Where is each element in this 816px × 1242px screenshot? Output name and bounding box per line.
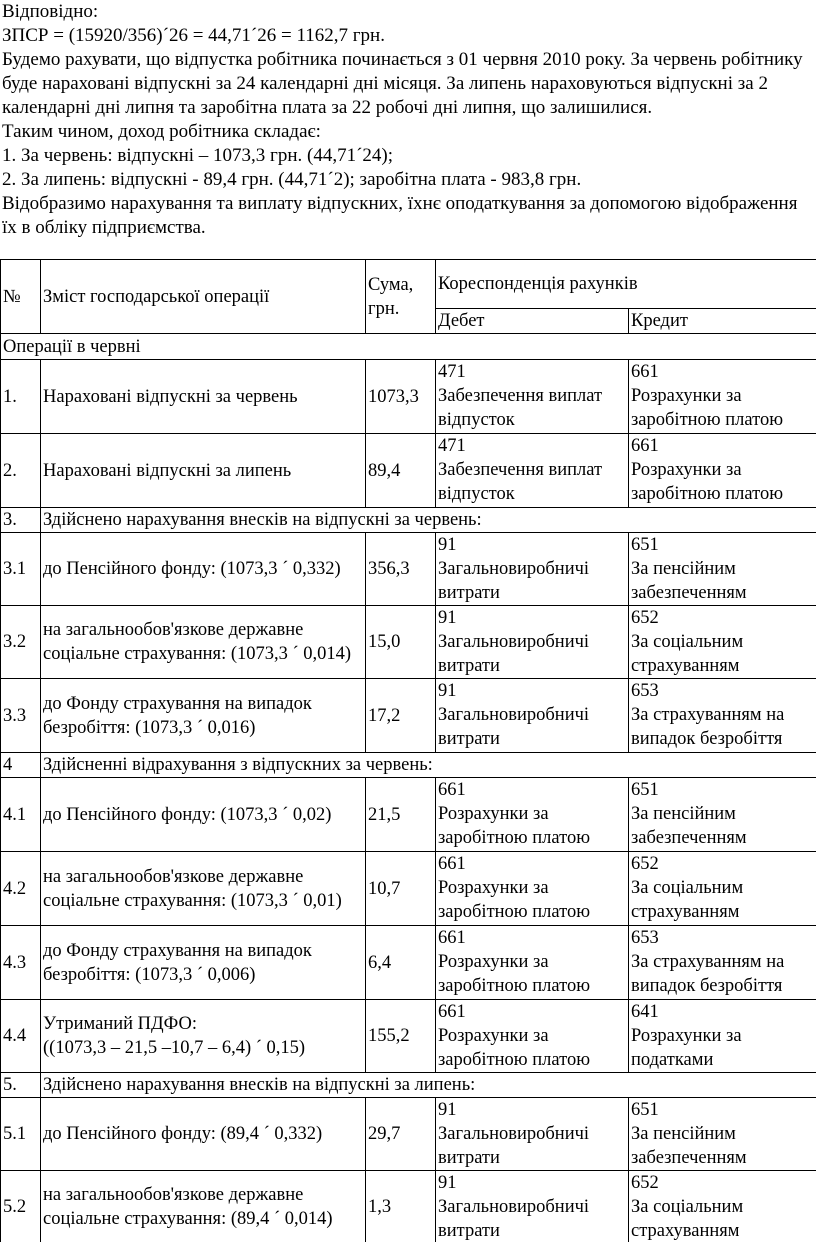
row-content: до Пенсійного фонду: (89,4 ´ 0,332)	[41, 1098, 366, 1171]
account-name: За страхуванням на випадок безробіття	[631, 705, 785, 749]
table-row	[1, 679, 816, 753]
account-code: 661	[438, 928, 466, 948]
intro-line: Таким чином, доход робітника складає:	[2, 121, 321, 142]
row-num: 5.1	[1, 1098, 41, 1171]
account-name: Розрахунки за заробітною платою	[631, 386, 784, 430]
row-sum: 21,5	[366, 778, 436, 852]
row-num: 2.	[1, 434, 41, 508]
row-num: 3.3	[1, 679, 41, 753]
row-content: до Пенсійного фонду: (1073,3 ´ 0,332)	[41, 533, 366, 606]
group-title: Здійснено нарахування внесків на відпускні за червень:	[41, 508, 816, 533]
account-code: 471	[438, 436, 466, 456]
table-row	[1, 360, 816, 434]
credit-account	[629, 434, 816, 508]
row-num: 3.2	[1, 606, 41, 679]
account-code: 91	[438, 1100, 457, 1120]
account-code: 91	[438, 1173, 457, 1193]
header-sum: Сума, грн.	[366, 260, 436, 334]
intro-paragraph: Відобразимо нарахування та виплату відпускних, їхнє оподаткування за допомогою відображення їх в обліку підприємства.	[2, 193, 798, 238]
account-code: 652	[631, 608, 659, 628]
content-line: ((1073,3 – 21,5 –10,7 – 6,4) ´ 0,15)	[43, 1038, 306, 1058]
intro-paragraph: Будемо рахувати, що відпустка робітника починається з 01 червня 2010 року. За червень робітнику буде нараховані відпускні за 24 календарні дні місяця. За липень нараховуються відпускні за 2 календарні дні липня та заробітна плата за 22 робочі дні липня, що залишилися.	[2, 49, 803, 118]
table-header-row	[1, 260, 816, 309]
credit-account	[629, 1098, 816, 1171]
account-name: За страхуванням на випадок безробіття	[631, 952, 785, 996]
row-content: на загальнообов'язкове державне соціальне страхування: (1073,3 ´ 0,014)	[41, 606, 366, 679]
account-code: 651	[631, 535, 659, 555]
credit-account	[629, 606, 816, 679]
row-num: 1.	[1, 360, 41, 434]
debit-account	[436, 852, 629, 926]
account-name: Загальновиробничі витрати	[438, 559, 590, 603]
intro-line: 2. За липень: відпускні - 89,4 грн. (44,71´2); заробітна плата - 983,8 грн.	[2, 169, 582, 190]
account-name: Розрахунки за заробітною платою	[438, 1026, 591, 1070]
row-num: 4.4	[1, 1000, 41, 1073]
table-row	[1, 926, 816, 1000]
row-num: 5.2	[1, 1171, 41, 1242]
header-num: №	[1, 260, 41, 334]
debit-account	[436, 434, 629, 508]
row-content: до Пенсійного фонду: (1073,3 ´ 0,02)	[41, 778, 366, 852]
row-content: на загальнообов'язкове державне соціальне страхування: (1073,3 ´ 0,01)	[41, 852, 366, 926]
row-content: Нараховані відпускні за липень	[41, 434, 366, 508]
row-num: 4.1	[1, 778, 41, 852]
group-row	[1, 1073, 816, 1098]
account-name: Загальновиробничі витрати	[438, 1197, 590, 1241]
content-line: Утриманий ПДФО:	[43, 1014, 197, 1034]
debit-account	[436, 1171, 629, 1242]
credit-account	[629, 778, 816, 852]
ledger-table	[0, 259, 816, 1242]
debit-account	[436, 360, 629, 434]
account-name: За соціальним страхуванням	[631, 632, 744, 676]
group-num: 4	[1, 753, 41, 778]
account-name: За пенсійним забезпеченням	[631, 559, 747, 603]
table-row	[1, 1098, 816, 1171]
section-row	[1, 334, 816, 360]
account-code: 471	[438, 362, 466, 382]
credit-account	[629, 1171, 816, 1242]
group-title: Здійсненні відрахування з відпускних за червень:	[41, 753, 816, 778]
account-code: 653	[631, 681, 659, 701]
account-code: 652	[631, 854, 659, 874]
row-sum: 29,7	[366, 1098, 436, 1171]
account-name: За соціальним страхуванням	[631, 1197, 744, 1241]
credit-account	[629, 360, 816, 434]
row-sum: 89,4	[366, 434, 436, 508]
header-credit: Кредит	[629, 309, 816, 334]
table-row	[1, 606, 816, 679]
group-row	[1, 508, 816, 533]
intro-text	[0, 0, 816, 240]
debit-account	[436, 778, 629, 852]
intro-formula: ЗПСР = (15920/356)´26 = 44,71´26 = 1162,7 грн.	[2, 25, 385, 46]
group-title: Здійснено нарахування внесків на відпускні за липень:	[41, 1073, 816, 1098]
account-code: 653	[631, 928, 659, 948]
table-row	[1, 1000, 816, 1073]
account-code: 91	[438, 608, 457, 628]
account-code: 652	[631, 1173, 659, 1193]
header-debit: Дебет	[436, 309, 629, 334]
row-content	[41, 1000, 366, 1073]
account-code: 651	[631, 780, 659, 800]
row-sum: 1073,3	[366, 360, 436, 434]
account-name: Розрахунки за заробітною платою	[631, 460, 784, 504]
row-num: 4.2	[1, 852, 41, 926]
credit-account	[629, 533, 816, 606]
row-content: на загальнообов'язкове державне соціальне страхування: (89,4 ´ 0,014)	[41, 1171, 366, 1242]
group-row	[1, 753, 816, 778]
intro-line: Відповідно:	[2, 1, 99, 22]
account-name: Розрахунки за заробітною платою	[438, 952, 591, 996]
account-name: Загальновиробничі витрати	[438, 632, 590, 676]
group-num: 3.	[1, 508, 41, 533]
account-name: За соціальним страхуванням	[631, 878, 744, 922]
header-correspondence: Кореспонденція рахунків	[436, 260, 816, 309]
row-sum: 6,4	[366, 926, 436, 1000]
account-code: 651	[631, 1100, 659, 1120]
account-code: 661	[631, 436, 659, 456]
row-num: 3.1	[1, 533, 41, 606]
credit-account	[629, 1000, 816, 1073]
group-num: 5.	[1, 1073, 41, 1098]
debit-account	[436, 679, 629, 753]
row-sum: 155,2	[366, 1000, 436, 1073]
account-code: 661	[438, 1002, 466, 1022]
debit-account	[436, 1098, 629, 1171]
credit-account	[629, 852, 816, 926]
section-title: Операції в червні	[1, 334, 816, 360]
account-name: Загальновиробничі витрати	[438, 705, 590, 749]
table-row	[1, 1171, 816, 1242]
account-code: 91	[438, 681, 457, 701]
row-sum: 17,2	[366, 679, 436, 753]
account-code: 661	[438, 854, 466, 874]
account-name: Забезпечення виплат відпусток	[438, 386, 603, 430]
debit-account	[436, 533, 629, 606]
account-name: Загальновиробничі витрати	[438, 1124, 590, 1168]
row-sum: 356,3	[366, 533, 436, 606]
row-sum: 15,0	[366, 606, 436, 679]
table-row	[1, 852, 816, 926]
row-content: до Фонду страхування на випадок безробіття: (1073,3 ´ 0,016)	[41, 679, 366, 753]
account-code: 661	[631, 362, 659, 382]
debit-account	[436, 926, 629, 1000]
table-row	[1, 434, 816, 508]
row-sum: 1,3	[366, 1171, 436, 1242]
debit-account	[436, 1000, 629, 1073]
table-row	[1, 533, 816, 606]
credit-account	[629, 926, 816, 1000]
row-num: 4.3	[1, 926, 41, 1000]
account-name: Забезпечення виплат відпусток	[438, 460, 603, 504]
account-name: Розрахунки за заробітною платою	[438, 804, 591, 848]
account-code: 641	[631, 1002, 659, 1022]
row-sum: 10,7	[366, 852, 436, 926]
account-name: За пенсійним забезпеченням	[631, 1124, 747, 1168]
intro-line: 1. За червень: відпускні – 1073,3 грн. (44,71´24);	[2, 145, 394, 166]
debit-account	[436, 606, 629, 679]
row-content: до Фонду страхування на випадок безробіття: (1073,3 ´ 0,006)	[41, 926, 366, 1000]
account-name: За пенсійним забезпеченням	[631, 804, 747, 848]
account-code: 661	[438, 780, 466, 800]
row-content: Нараховані відпускні за червень	[41, 360, 366, 434]
credit-account	[629, 679, 816, 753]
account-code: 91	[438, 535, 457, 555]
header-content: Зміст господарської операції	[41, 260, 366, 334]
account-name: Розрахунки за заробітною платою	[438, 878, 591, 922]
table-row	[1, 778, 816, 852]
account-name: Розрахунки за податками	[631, 1026, 742, 1070]
